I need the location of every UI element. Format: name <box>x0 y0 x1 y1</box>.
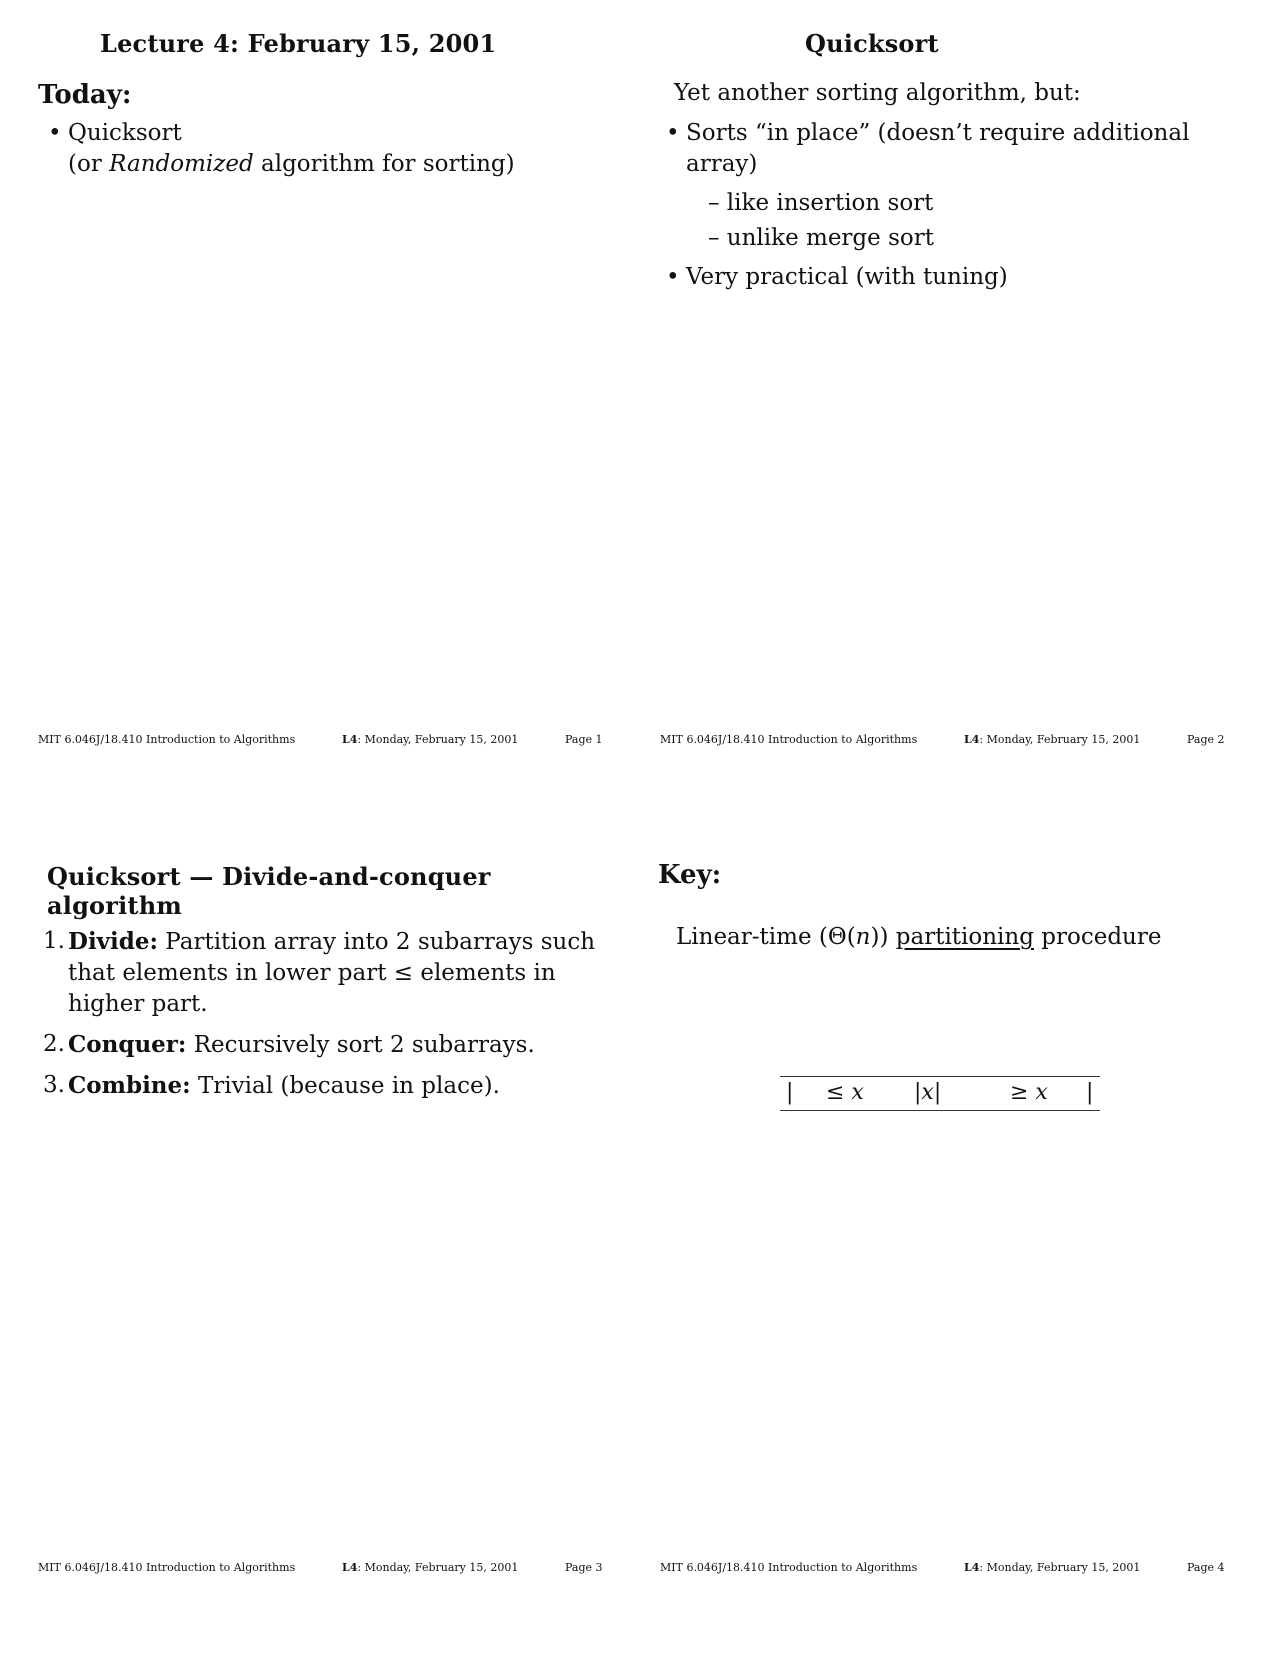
sub-list-item: – like insertion sort <box>708 190 934 216</box>
key-text-n: n <box>855 924 871 950</box>
today-list <box>46 118 586 180</box>
footer-lecture-num: L4 <box>342 1561 358 1574</box>
footer-course: MIT 6.046J/18.410 Introduction to Algorithms <box>660 733 918 746</box>
slide-title: Quicksort — Divide-and-conquer algorithm <box>47 862 491 920</box>
item-number: 1. <box>43 928 65 954</box>
diagram-right-cell: ≥ x <box>1010 1080 1048 1105</box>
item-number: 3. <box>43 1072 65 1098</box>
key-text <box>676 922 1236 953</box>
bullet-text-pre: (or <box>68 151 110 177</box>
diagram-left-bar: | <box>786 1080 794 1105</box>
partition-diagram <box>780 1076 1100 1112</box>
key-text-underlined: partitioning <box>895 924 1034 950</box>
slide-4 <box>622 828 1242 1656</box>
bullet-text-post: algorithm for sorting) <box>253 151 515 177</box>
intro-text: Yet another sorting algorithm, but: <box>674 80 1081 106</box>
bullet-text-em: Randomized <box>109 151 254 177</box>
slide-3 <box>0 828 620 1656</box>
footer-lecture-num: L4 <box>964 1561 980 1574</box>
footer-course: MIT 6.046J/18.410 Introduction to Algorithms <box>38 1561 296 1574</box>
item-label: Divide: <box>68 928 158 955</box>
slide-1 <box>0 0 620 828</box>
list-item <box>38 926 610 1020</box>
diagram-bottom-line <box>780 1110 1100 1111</box>
list-item <box>46 118 586 180</box>
diagram-top-line <box>780 1076 1100 1077</box>
list-item <box>38 1029 610 1061</box>
key-heading: Key: <box>658 860 722 890</box>
today-heading: Today: <box>38 80 132 110</box>
key-text-post: procedure <box>1033 924 1162 950</box>
item-label: Conquer: <box>68 1031 187 1058</box>
footer-page: Page 1 <box>565 733 603 746</box>
slide-footer <box>0 1561 620 1577</box>
list-item: • Very practical (with tuning) <box>664 262 1234 293</box>
diagram-left-cell: ≤ x <box>826 1080 864 1105</box>
diagram-pivot: |x| <box>914 1080 942 1105</box>
steps-list <box>38 926 610 1111</box>
slide-footer <box>622 1561 1242 1577</box>
footer-lecture-num: L4 <box>964 733 980 746</box>
key-text-pre: Linear-time (Θ( <box>676 924 856 950</box>
footer-course: MIT 6.046J/18.410 Introduction to Algorithms <box>660 1561 918 1574</box>
footer-page: Page 4 <box>1187 1561 1225 1574</box>
item-text: Recursively sort 2 subarrays. <box>186 1032 535 1058</box>
item-number: 2. <box>43 1031 65 1057</box>
item-text: Partition array into 2 subarrays such that elements in lower part ≤ elements in higher part. <box>68 929 596 1017</box>
diagram-right-bar: | <box>1086 1080 1094 1105</box>
footer-lecture <box>342 1561 518 1574</box>
footer-page: Page 2 <box>1187 733 1225 746</box>
sub-list-item: – unlike merge sort <box>708 225 934 251</box>
list-item <box>38 1070 610 1102</box>
slide2-body <box>674 78 1234 293</box>
footer-lecture <box>342 733 518 746</box>
footer-lecture-date: : Monday, February 15, 2001 <box>979 1561 1141 1574</box>
list-item: • Sorts “in place” (doesn’t require additional array) <box>664 118 1234 180</box>
footer-course: MIT 6.046J/18.410 Introduction to Algorithms <box>38 733 296 746</box>
footer-lecture-date: : Monday, February 15, 2001 <box>357 1561 519 1574</box>
item-text: Trivial (because in place). <box>190 1073 500 1099</box>
bullet-text: Quicksort <box>68 120 182 146</box>
slide-title: Lecture 4: February 15, 2001 <box>100 29 497 58</box>
slide-title: Quicksort <box>805 29 939 58</box>
slide-footer <box>622 733 1242 749</box>
key-text-mid: )) <box>870 924 896 950</box>
footer-page: Page 3 <box>565 1561 603 1574</box>
footer-lecture-date: : Monday, February 15, 2001 <box>979 733 1141 746</box>
footer-lecture-num: L4 <box>342 733 358 746</box>
footer-lecture <box>964 1561 1140 1574</box>
footer-lecture-date: : Monday, February 15, 2001 <box>357 733 519 746</box>
slide-2 <box>622 0 1242 828</box>
slide-footer <box>0 733 620 749</box>
item-label: Combine: <box>68 1072 191 1099</box>
footer-lecture <box>964 733 1140 746</box>
